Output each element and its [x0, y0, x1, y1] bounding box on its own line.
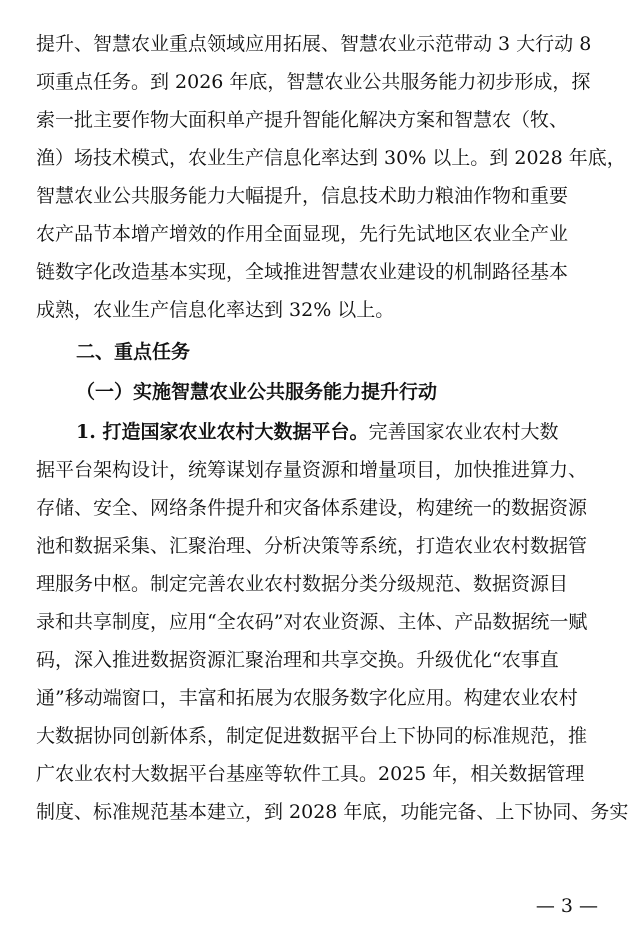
item1-line-9: 广农业农村大数据平台基座等软件工具。2025 年，相关数据管理: [36, 763, 585, 785]
para1-line-5: 智慧农业公共服务能力大幅提升，信息技术助力粮油作物和重要: [36, 185, 569, 207]
para1-line-8: 成熟，农业生产信息化率达到 32% 以上。: [36, 299, 395, 321]
item1-title-rest: 完善国家农业农村大数: [368, 421, 559, 443]
para1-line-7: 链数字化改造基本实现，全域推进智慧农业建设的机制路径基本: [36, 261, 569, 283]
para1-line-6: 农产品节本增产增效的作用全面显现，先行先试地区农业全产业: [36, 223, 569, 245]
item1-line-1: 据平台架构设计，统筹谋划存量资源和增量项目，加快推进算力、: [36, 459, 588, 481]
item1-line-2: 存储、安全、网络条件提升和灾备体系建设，构建统一的数据资源: [36, 497, 588, 519]
section-heading: 二、重点任务: [76, 341, 191, 363]
item1-first-line: [76, 420, 558, 444]
item1-line-4: 理服务中枢。制定完善农业农村数据分类分级规范、数据资源目: [36, 573, 569, 595]
page-number: — 3 —: [535, 895, 598, 917]
para1-line-2: 项重点任务。到 2026 年底，智慧农业公共服务能力初步形成，探: [36, 71, 591, 93]
subsection-heading: （一）实施智慧农业公共服务能力提升行动: [76, 381, 438, 403]
item1-line-5: 录和共享制度，应用“全农码”对农业资源、主体、产品数据统一赋: [36, 611, 588, 633]
para1-line-3: 索一批主要作物大面积单产提升智能化解决方案和智慧农（牧、: [36, 109, 569, 131]
item1-line-10: 制度、标准规范基本建立，到 2028 年底，功能完备、上下协同、务实: [36, 801, 629, 823]
item1-line-3: 池和数据采集、汇聚治理、分析决策等系统，打造农业农村数据管: [36, 535, 588, 557]
item1-title: 1. 打造国家农业农村大数据平台。: [76, 421, 369, 443]
item1-line-8: 大数据协同创新体系，制定促进数据平台上下协同的标准规范，推: [36, 725, 588, 747]
para1-line-4: 渔）场技术模式，农业生产信息化率达到 30% 以上。到 2028 年底，: [36, 147, 626, 169]
item1-line-6: 码，深入推进数据资源汇聚治理和共享交换。升级优化“农事直: [36, 649, 559, 671]
para1-line-1: 提升、智慧农业重点领域应用拓展、智慧农业示范带动 3 大行动 8: [36, 33, 592, 55]
item1-line-7: 通”移动端窗口，丰富和拓展为农服务数字化应用。构建农业农村: [36, 687, 578, 709]
